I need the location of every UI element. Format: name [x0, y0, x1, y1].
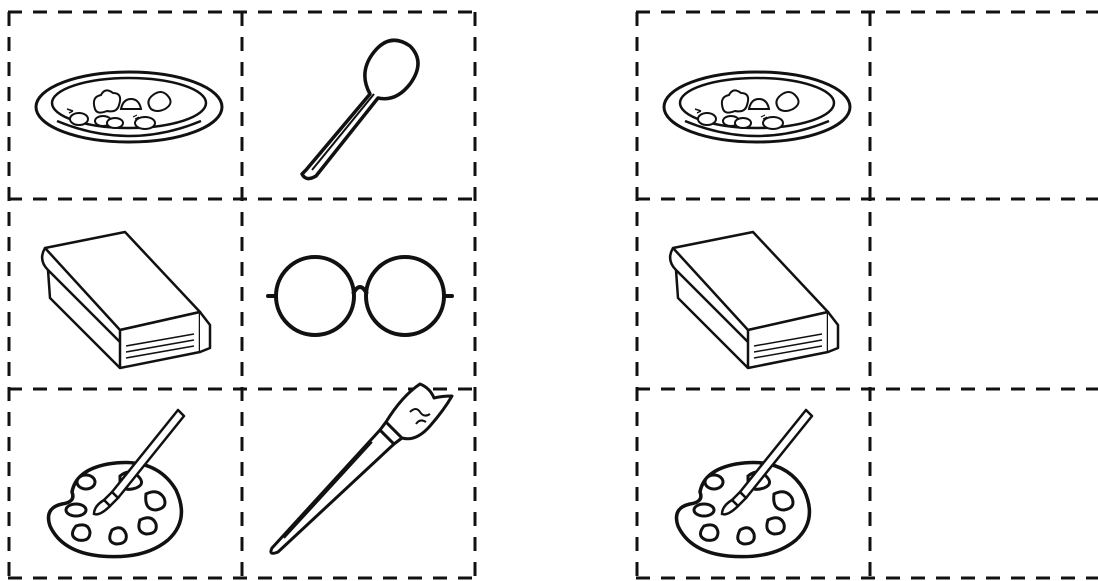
left-cell-spoon	[302, 40, 418, 178]
left-cell-palette	[49, 410, 185, 557]
left-cell-glasses	[268, 257, 452, 335]
spoon-icon	[302, 40, 418, 178]
left-cell-paintbrush	[271, 384, 452, 553]
right-cell-book	[670, 232, 838, 368]
paint-palette-icon	[677, 410, 813, 557]
left-cell-book	[42, 232, 210, 368]
soup-bowl-icon	[664, 72, 850, 142]
paint-palette-icon	[49, 410, 185, 557]
left-cell-soup-bowl	[36, 72, 222, 142]
left-grid	[8, 12, 475, 578]
paintbrush-icon	[271, 384, 452, 553]
book-icon	[670, 232, 838, 368]
right-grid	[636, 12, 1098, 578]
glasses-icon	[268, 257, 452, 335]
right-cell-soup-bowl	[664, 72, 850, 142]
soup-bowl-icon	[36, 72, 222, 142]
right-cell-palette	[677, 410, 813, 557]
book-icon	[42, 232, 210, 368]
